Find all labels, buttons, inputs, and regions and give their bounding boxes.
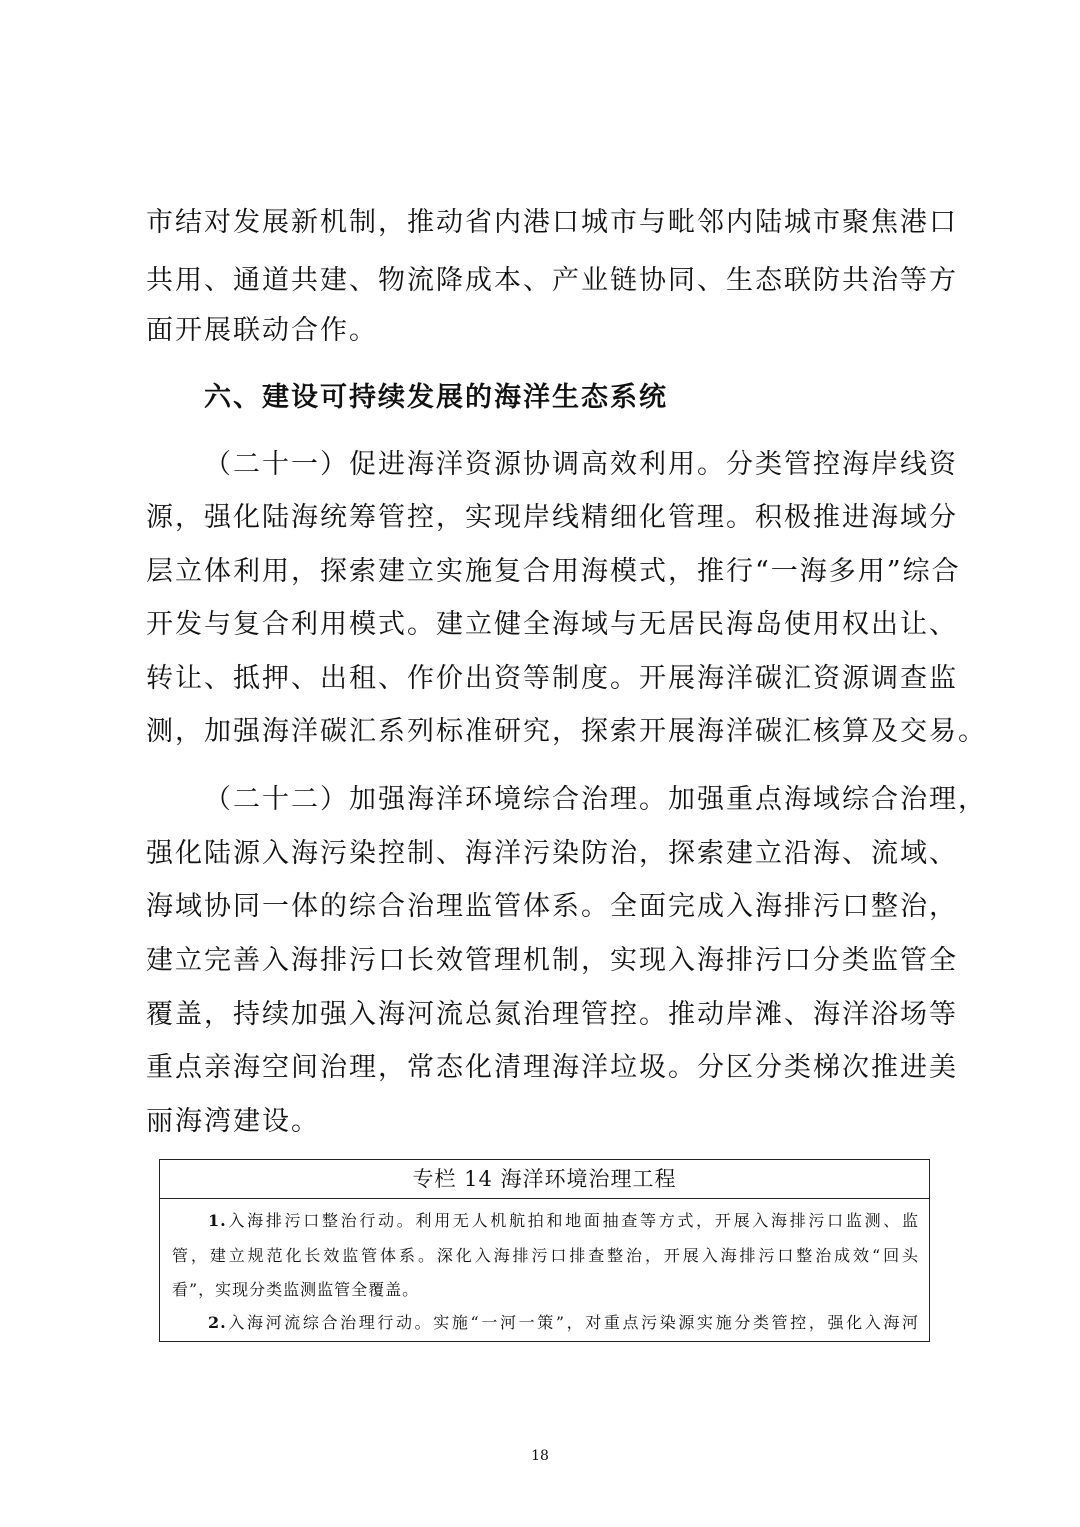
box-item-2-line bbox=[208, 1312, 919, 1334]
body-text-line: 共用、通道共建、物流降成本、产业链协同、生态联防共治等方 bbox=[146, 265, 958, 296]
paragraph-22-line: 海域协同一体的综合治理监管体系。全面完成入海排污口整治， bbox=[146, 891, 958, 922]
box-item-1-line: 看”，实现分类监测监管全覆盖。 bbox=[172, 1280, 420, 1299]
box-title: 专栏 14 海洋环境治理工程 bbox=[160, 1160, 929, 1199]
item-number: 1. bbox=[208, 1211, 227, 1230]
special-column-box bbox=[159, 1159, 930, 1342]
paragraph-21-line: 转让、抵押、出租、作价出资等制度。开展海洋碳汇资源调查监 bbox=[146, 663, 958, 694]
paragraph-21-line: 测，加强海洋碳汇系列标准研究，探索开展海洋碳汇核算及交易。 bbox=[146, 716, 987, 747]
box-item-1-line bbox=[208, 1210, 919, 1232]
box-item-1-line: 管，建立规范化长效监管体系。深化入海排污口排查整治，开展入海排污口整治成效“回头 bbox=[172, 1246, 919, 1265]
item-number: 2. bbox=[208, 1313, 227, 1332]
paragraph-22-line: 丽海湾建设。 bbox=[146, 1106, 320, 1137]
paragraph-21-line: （二十一）促进海洋资源协调高效利用。分类管控海岸线资 bbox=[204, 449, 958, 480]
item-text: 入海排污口整治行动。利用无人机航拍和地面抽查等方式，开展入海排污口监测、监 bbox=[226, 1211, 919, 1230]
paragraph-22-line: （二十二）加强海洋环境综合治理。加强重点海域综合治理， bbox=[204, 784, 987, 815]
paragraph-21-line: 源，强化陆海统筹管控，实现岸线精细化管理。积极推进海域分 bbox=[146, 502, 958, 533]
paragraph-21-line: 开发与复合利用模式。建立健全海域与无居民海岛使用权出让、 bbox=[146, 609, 958, 640]
page-number: 18 bbox=[531, 1448, 549, 1464]
section-heading: 六、建设可持续发展的海洋生态系统 bbox=[204, 382, 668, 413]
paragraph-22-line: 重点亲海空间治理，常态化清理海洋垃圾。分区分类梯次推进美 bbox=[146, 1052, 958, 1083]
body-text-line: 面开展联动合作。 bbox=[146, 315, 378, 346]
item-text: 入海河流综合治理行动。实施“一河一策”，对重点污染源实施分类管控，强化入海河 bbox=[226, 1313, 919, 1332]
paragraph-22-line: 覆盖，持续加强入海河流总氮治理管控。推动岸滩、海洋浴场等 bbox=[146, 999, 958, 1030]
paragraph-22-line: 强化陆源入海污染控制、海洋污染防治，探索建立沿海、流域、 bbox=[146, 838, 958, 869]
paragraph-21-line: 层立体利用，探索建立实施复合用海模式，推行“一海多用”综合 bbox=[146, 556, 961, 587]
paragraph-22-line: 建立完善入海排污口长效管理机制，实现入海排污口分类监管全 bbox=[146, 945, 958, 976]
body-text-line: 市结对发展新机制，推动省内港口城市与毗邻内陆城市聚焦港口 bbox=[146, 207, 958, 238]
